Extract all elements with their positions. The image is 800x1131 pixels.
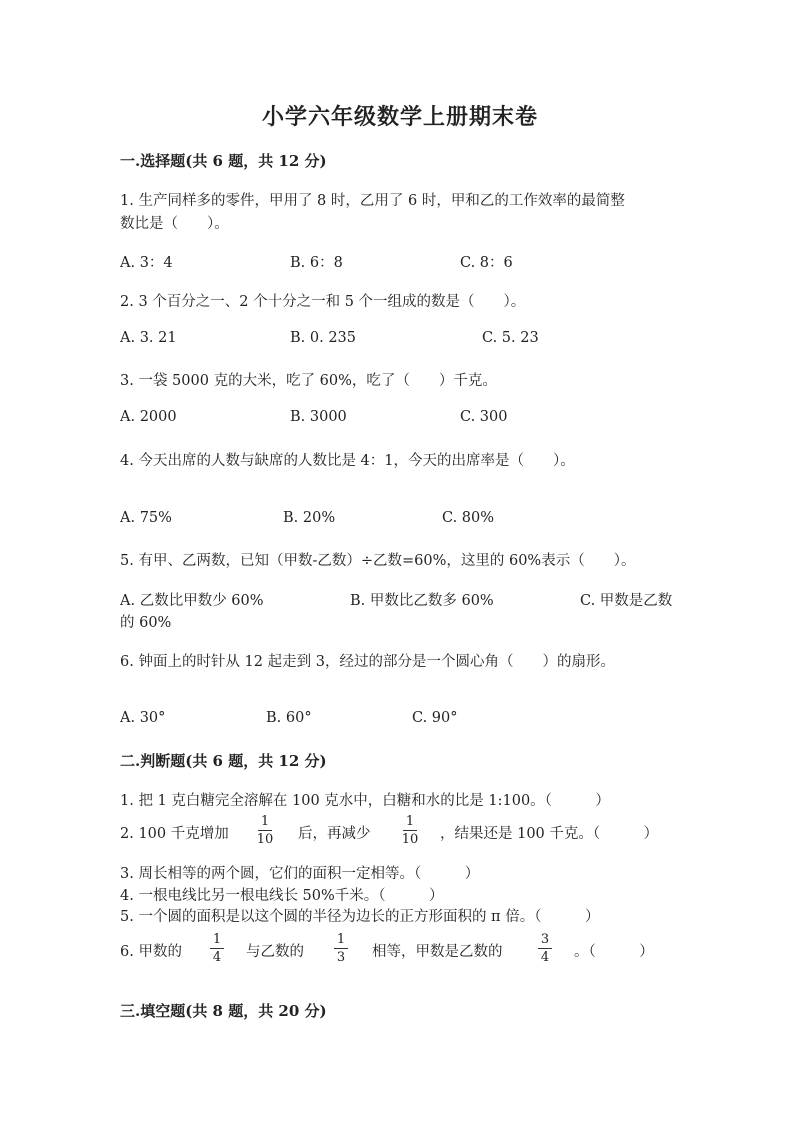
fraction-1-10-a — [258, 815, 272, 846]
question-2: 2. 3 个百分之一、2 个十分之一和 5 个一组成的数是（ ）。 — [120, 294, 526, 310]
fraction-bar — [334, 948, 348, 949]
judgement-4: 4. 一根电线比另一根电线长 50%千米。（ ） — [120, 888, 444, 904]
numerator: 1 — [260, 814, 270, 829]
q5-option-a[interactable]: A. 乙数比甲数少 60% — [120, 593, 264, 609]
question-3: 3. 一袋 5000 克的大米，吃了 60%，吃了（ ）千克。 — [120, 373, 497, 389]
judgement-6-part3: 相等，甲数是乙数的 — [372, 944, 503, 960]
q2-option-c[interactable]: C. 5. 23 — [482, 330, 539, 346]
judgement-6-part1: 6. 甲数的 — [120, 944, 182, 960]
q5-option-c-continued: 的 60% — [120, 615, 172, 631]
question-1-line1: 1. 生产同样多的零件，甲用了 8 时，乙用了 6 时，甲和乙的工作效率的最简整 — [120, 193, 625, 209]
judgement-2-part2: 后，再减少 — [298, 826, 371, 842]
q4-option-c[interactable]: C. 80% — [442, 510, 495, 526]
q3-option-b[interactable]: B. 3000 — [290, 409, 347, 425]
judgement-6-part4: 。（ ） — [574, 944, 654, 960]
q2-option-b[interactable]: B. 0. 235 — [290, 330, 356, 346]
denominator: 10 — [401, 832, 419, 847]
q2-option-a[interactable]: A. 3. 21 — [120, 330, 177, 346]
numerator: 1 — [405, 814, 415, 829]
q4-option-a[interactable]: A. 75% — [120, 510, 172, 526]
denominator: 3 — [336, 950, 346, 965]
fraction-1-4 — [210, 933, 224, 964]
judgement-6-part2: 与乙数的 — [246, 944, 304, 960]
judgement-5: 5. 一个圆的面积是以这个圆的半径为边长的正方形面积的 π 倍。（ ） — [120, 909, 600, 925]
question-5: 5. 有甲、乙两数，已知（甲数-乙数）÷乙数=60%，这里的 60%表示（ ）。 — [120, 553, 636, 569]
question-1-line2: 数比是（ ）。 — [120, 216, 229, 232]
fraction-bar — [258, 830, 272, 831]
judgement-3: 3. 周长相等的两个圆，它们的面积一定相等。（ ） — [120, 866, 480, 882]
numerator: 3 — [540, 932, 550, 947]
q5-option-c[interactable]: C. 甲数是乙数 — [580, 593, 673, 609]
section-3-heading: 三.填空题(共 8 题，共 20 分) — [120, 1002, 327, 1020]
question-6: 6. 钟面上的时针从 12 起走到 3，经过的部分是一个圆心角（ ）的扇形。 — [120, 654, 615, 670]
judgement-2-part1: 2. 100 千克增加 — [120, 826, 229, 842]
fraction-bar — [538, 948, 552, 949]
fraction-bar — [403, 830, 417, 831]
q1-option-c[interactable]: C. 8：6 — [460, 255, 513, 271]
q1-option-a[interactable]: A. 3：4 — [120, 255, 173, 271]
fraction-1-10-b — [403, 815, 417, 846]
page-title: 小学六年级数学上册期末卷 — [261, 104, 538, 130]
q1-option-b[interactable]: B. 6：8 — [290, 255, 343, 271]
q6-option-b[interactable]: B. 60° — [266, 710, 312, 726]
q3-option-a[interactable]: A. 2000 — [120, 409, 177, 425]
fraction-3-4 — [538, 933, 552, 964]
denominator: 4 — [212, 950, 222, 965]
question-4: 4. 今天出席的人数与缺席的人数比是 4：1，今天的出席率是（ ）。 — [120, 453, 575, 469]
fraction-1-3 — [334, 933, 348, 964]
fraction-bar — [210, 948, 224, 949]
denominator: 4 — [540, 950, 550, 965]
numerator: 1 — [336, 932, 346, 947]
q5-option-b[interactable]: B. 甲数比乙数多 60% — [350, 593, 494, 609]
numerator: 1 — [212, 932, 222, 947]
q4-option-b[interactable]: B. 20% — [283, 510, 336, 526]
judgement-1: 1. 把 1 克白糖完全溶解在 100 克水中，白糖和水的比是 1:100。（ ） — [120, 793, 610, 809]
section-2-heading: 二.判断题(共 6 题，共 12 分) — [120, 752, 327, 770]
section-1-heading: 一.选择题(共 6 题，共 12 分) — [120, 152, 327, 170]
judgement-2-part3: ，结果还是 100 千克。（ ） — [440, 826, 659, 842]
q6-option-c[interactable]: C. 90° — [412, 710, 458, 726]
q6-option-a[interactable]: A. 30° — [120, 710, 166, 726]
denominator: 10 — [256, 832, 274, 847]
q3-option-c[interactable]: C. 300 — [460, 409, 508, 425]
